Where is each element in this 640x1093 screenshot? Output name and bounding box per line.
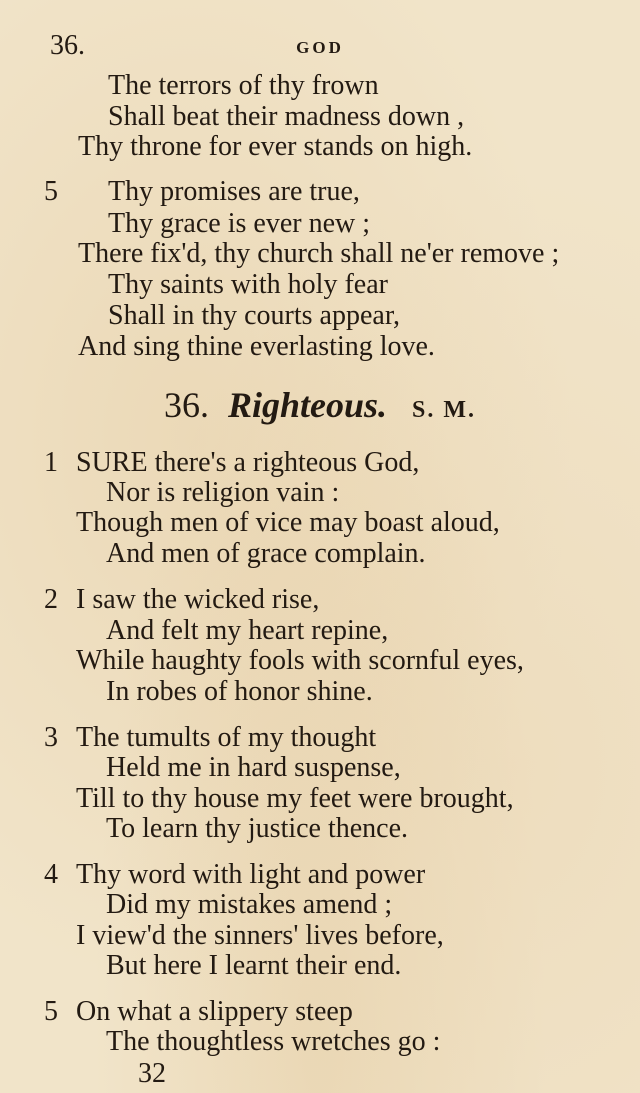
hymn-line: While haughty fools with scornful eyes,: [76, 645, 524, 676]
hymn-number: 36.: [163, 385, 209, 425]
hymn-line: Till to thy house my feet were brought,: [76, 783, 514, 814]
hymn-line: Thy promises are true,: [108, 176, 360, 207]
hymn-line: I saw the wicked rise,: [76, 584, 320, 615]
hymn-line: And men of grace complain.: [106, 538, 426, 569]
hymn-line: Shall beat their madness down ,: [108, 101, 465, 132]
running-head: GOD: [296, 38, 344, 57]
hymn-line: On what a slippery steep: [76, 996, 353, 1027]
hymn-line: Nor is religion vain :: [106, 477, 340, 508]
page-number-top: 36.: [50, 30, 85, 61]
stanza-number: 3: [44, 722, 58, 753]
hymn-line: To learn thy justice thence.: [106, 813, 409, 844]
hymn-line: There fix'd, thy church shall ne'er remove ;: [78, 238, 560, 269]
hymn-line: Shall in thy courts appear,: [108, 300, 401, 331]
hymn-line: The tumults of my thought: [76, 722, 377, 753]
stanza-number: 2: [44, 584, 58, 615]
hymn-line: In robes of honor shine.: [106, 676, 373, 707]
hymn-line: And felt my heart repine,: [106, 615, 389, 646]
hymn-line: Held me in hard suspense,: [106, 752, 401, 783]
hymn-line: But here I learnt their end.: [106, 950, 402, 981]
stanza-number: 5: [44, 176, 58, 207]
hymn-line: And sing thine everlasting love.: [78, 331, 435, 362]
hymn-line: Thy saints with holy fear: [108, 269, 388, 300]
hymn-line: Thy throne for ever stands on high.: [78, 131, 473, 162]
stanza-number: 4: [44, 859, 58, 890]
hymn-line: SURE there's a righteous God,: [76, 447, 420, 478]
hymn-line: The thoughtless wretches go :: [106, 1026, 441, 1057]
stanza-number: 1: [44, 447, 58, 478]
hymn-line: Did my mistakes amend ;: [106, 889, 393, 920]
hymn-line: I view'd the sinners' lives before,: [76, 920, 444, 951]
hymn-meter: S. M.: [412, 397, 477, 423]
hymn-line: The terrors of thy frown: [108, 70, 379, 101]
hymn-name: Righteous.: [227, 385, 388, 425]
page-number-bottom: 32: [138, 1058, 166, 1089]
hymn-line: Thy word with light and power: [76, 859, 426, 890]
stanza-number: 5: [44, 996, 58, 1027]
hymn-line: Thy grace is ever new ;: [108, 208, 370, 239]
hymn-title: [0, 384, 640, 426]
hymn-line: Though men of vice may boast aloud,: [76, 507, 500, 538]
